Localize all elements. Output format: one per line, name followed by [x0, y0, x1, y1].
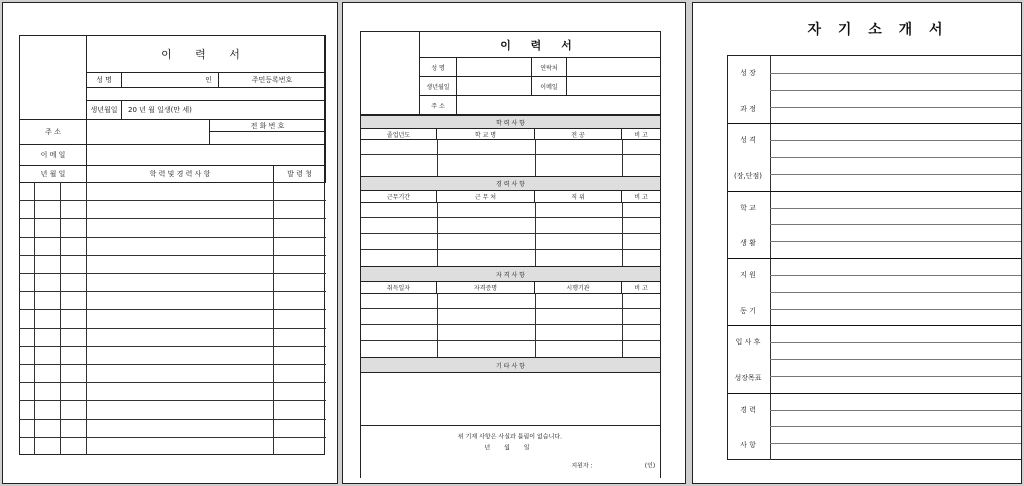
- address-label: 주 소: [419, 95, 457, 115]
- other-field[interactable]: [360, 372, 661, 426]
- education-header-3: 비 고: [621, 128, 661, 140]
- section-label-top: 입 사 후: [735, 338, 761, 347]
- writing-line: [770, 292, 1022, 293]
- history-row-line: [19, 419, 326, 420]
- statement-text: 위 기재 사항은 사실과 틀림이 없습니다.: [457, 433, 563, 441]
- resume-form-1: [19, 35, 325, 455]
- section-label-bottom: 과 정: [740, 104, 756, 113]
- page-title: 이 력 서: [419, 31, 661, 58]
- education-rows: [360, 139, 661, 177]
- writing-line: [770, 275, 1022, 276]
- intro-form: [727, 55, 1022, 460]
- seal-mark: 인: [205, 76, 212, 84]
- certificates-header-1: 자격증명: [436, 281, 535, 294]
- section-divider: [728, 258, 1022, 259]
- writing-line: [770, 426, 1022, 427]
- writing-line: [770, 410, 1022, 411]
- education-title: 학 력 사 항: [360, 115, 661, 129]
- history-row-line: [19, 237, 326, 238]
- birth-label: 생년월일: [419, 76, 457, 96]
- phone-field[interactable]: [209, 131, 326, 145]
- applicant-label: 지원자 :: [571, 462, 593, 470]
- resume-form-2: [360, 31, 661, 478]
- writing-line: [770, 342, 1022, 343]
- birth-field[interactable]: [456, 76, 532, 96]
- history-grid: [19, 182, 326, 455]
- career-header-3: 비 고: [621, 190, 661, 203]
- career-header-2: 직 위: [534, 190, 622, 203]
- career-header-0: 근무기간: [360, 190, 437, 203]
- certificates-header-0: 취득일자: [360, 281, 437, 294]
- history-row-line: [19, 255, 326, 256]
- history-row-line: [19, 273, 326, 274]
- section-label-bottom: 성장목표: [734, 373, 762, 382]
- resident-id-label: 주민등록번호: [218, 72, 326, 88]
- section-label-bottom: 생 활: [740, 239, 756, 248]
- section-label-top: 학 교: [740, 203, 756, 212]
- writing-line: [770, 443, 1022, 444]
- date-header: 년 월 일: [19, 165, 87, 183]
- certificates-title: 자 격 사 항: [360, 266, 661, 282]
- date-line: 년 월 일: [484, 444, 536, 452]
- birth-label: 생년월일: [86, 100, 122, 120]
- address-field[interactable]: [86, 119, 210, 145]
- history-row-line: [19, 346, 326, 347]
- phone-label: 연락처: [531, 57, 567, 77]
- history-row-line: [19, 291, 326, 292]
- writing-line: [770, 376, 1022, 377]
- address-field[interactable]: [456, 95, 661, 115]
- name-label: 성 명: [419, 57, 457, 77]
- writing-line: [770, 174, 1022, 175]
- history-row-line: [19, 218, 326, 219]
- history-row-line: [19, 400, 326, 401]
- career-title: 경 력 사 항: [360, 176, 661, 191]
- section-label-bottom: (장,단점): [734, 171, 762, 180]
- email-field[interactable]: [86, 144, 326, 166]
- page-title: 자 기 소 개 서: [807, 22, 949, 38]
- resume-page-1: [2, 2, 338, 484]
- email-label: 이 메 일: [19, 144, 87, 166]
- certificates-header-3: 비 고: [621, 281, 661, 294]
- writing-line: [770, 208, 1022, 209]
- section-divider: [728, 191, 1022, 192]
- phone-field[interactable]: [566, 57, 661, 77]
- section-label-bottom: 동 기: [740, 306, 756, 315]
- history-row-line: [19, 437, 326, 438]
- writing-line: [770, 157, 1022, 158]
- birth-field[interactable]: 20 년 월 일생(만 세): [121, 100, 326, 120]
- history-header: 학 력 및 경 력 사 항: [86, 165, 274, 183]
- section-divider: [728, 393, 1022, 394]
- section-label-top: 성 격: [740, 136, 756, 145]
- writing-line: [770, 73, 1022, 74]
- section-divider: [728, 123, 1022, 124]
- writing-line: [770, 224, 1022, 225]
- history-row-line: [19, 382, 326, 383]
- education-header-2: 전 공: [534, 128, 622, 140]
- photo-box: [360, 31, 420, 115]
- education-header-1: 학 교 명: [436, 128, 535, 140]
- section-label-top: 지 원: [740, 270, 756, 279]
- writing-line: [770, 140, 1022, 141]
- issuer-header: 발 령 청: [273, 165, 326, 183]
- writing-line: [770, 107, 1022, 108]
- section-label-top: 경 력: [740, 405, 756, 414]
- career-header-1: 근 무 처: [436, 190, 535, 203]
- certificates-rows: [360, 293, 661, 358]
- writing-line: [770, 359, 1022, 360]
- section-divider: [728, 325, 1022, 326]
- photo-box: [19, 35, 87, 120]
- name-label: 성 명: [86, 72, 122, 88]
- section-label-bottom: 사 항: [740, 441, 756, 450]
- address-label: 주 소: [19, 119, 87, 145]
- email-label: 이메일: [531, 76, 567, 96]
- writing-line: [770, 90, 1022, 91]
- intro-page: [692, 2, 1022, 484]
- career-rows: [360, 202, 661, 267]
- phone-label: 전 화 번 호: [209, 119, 326, 132]
- writing-line: [770, 309, 1022, 310]
- writing-line: [770, 241, 1022, 242]
- page-title: 이 력 서: [86, 35, 326, 73]
- history-row-line: [19, 200, 326, 201]
- name-field[interactable]: [121, 72, 219, 88]
- spacer-row: [86, 87, 326, 101]
- other-title: 기 타 사 항: [360, 357, 661, 373]
- history-row-line: [19, 328, 326, 329]
- resume-page-2: [342, 2, 686, 484]
- education-header-0: 졸업년도: [360, 128, 437, 140]
- history-row-line: [19, 364, 326, 365]
- email-field[interactable]: [566, 76, 661, 96]
- history-row-line: [19, 309, 326, 310]
- name-field[interactable]: [456, 57, 532, 77]
- section-label-top: 성 장: [740, 68, 756, 77]
- applicant-seal: (인): [644, 462, 656, 470]
- certificates-header-2: 시행기관: [534, 281, 622, 294]
